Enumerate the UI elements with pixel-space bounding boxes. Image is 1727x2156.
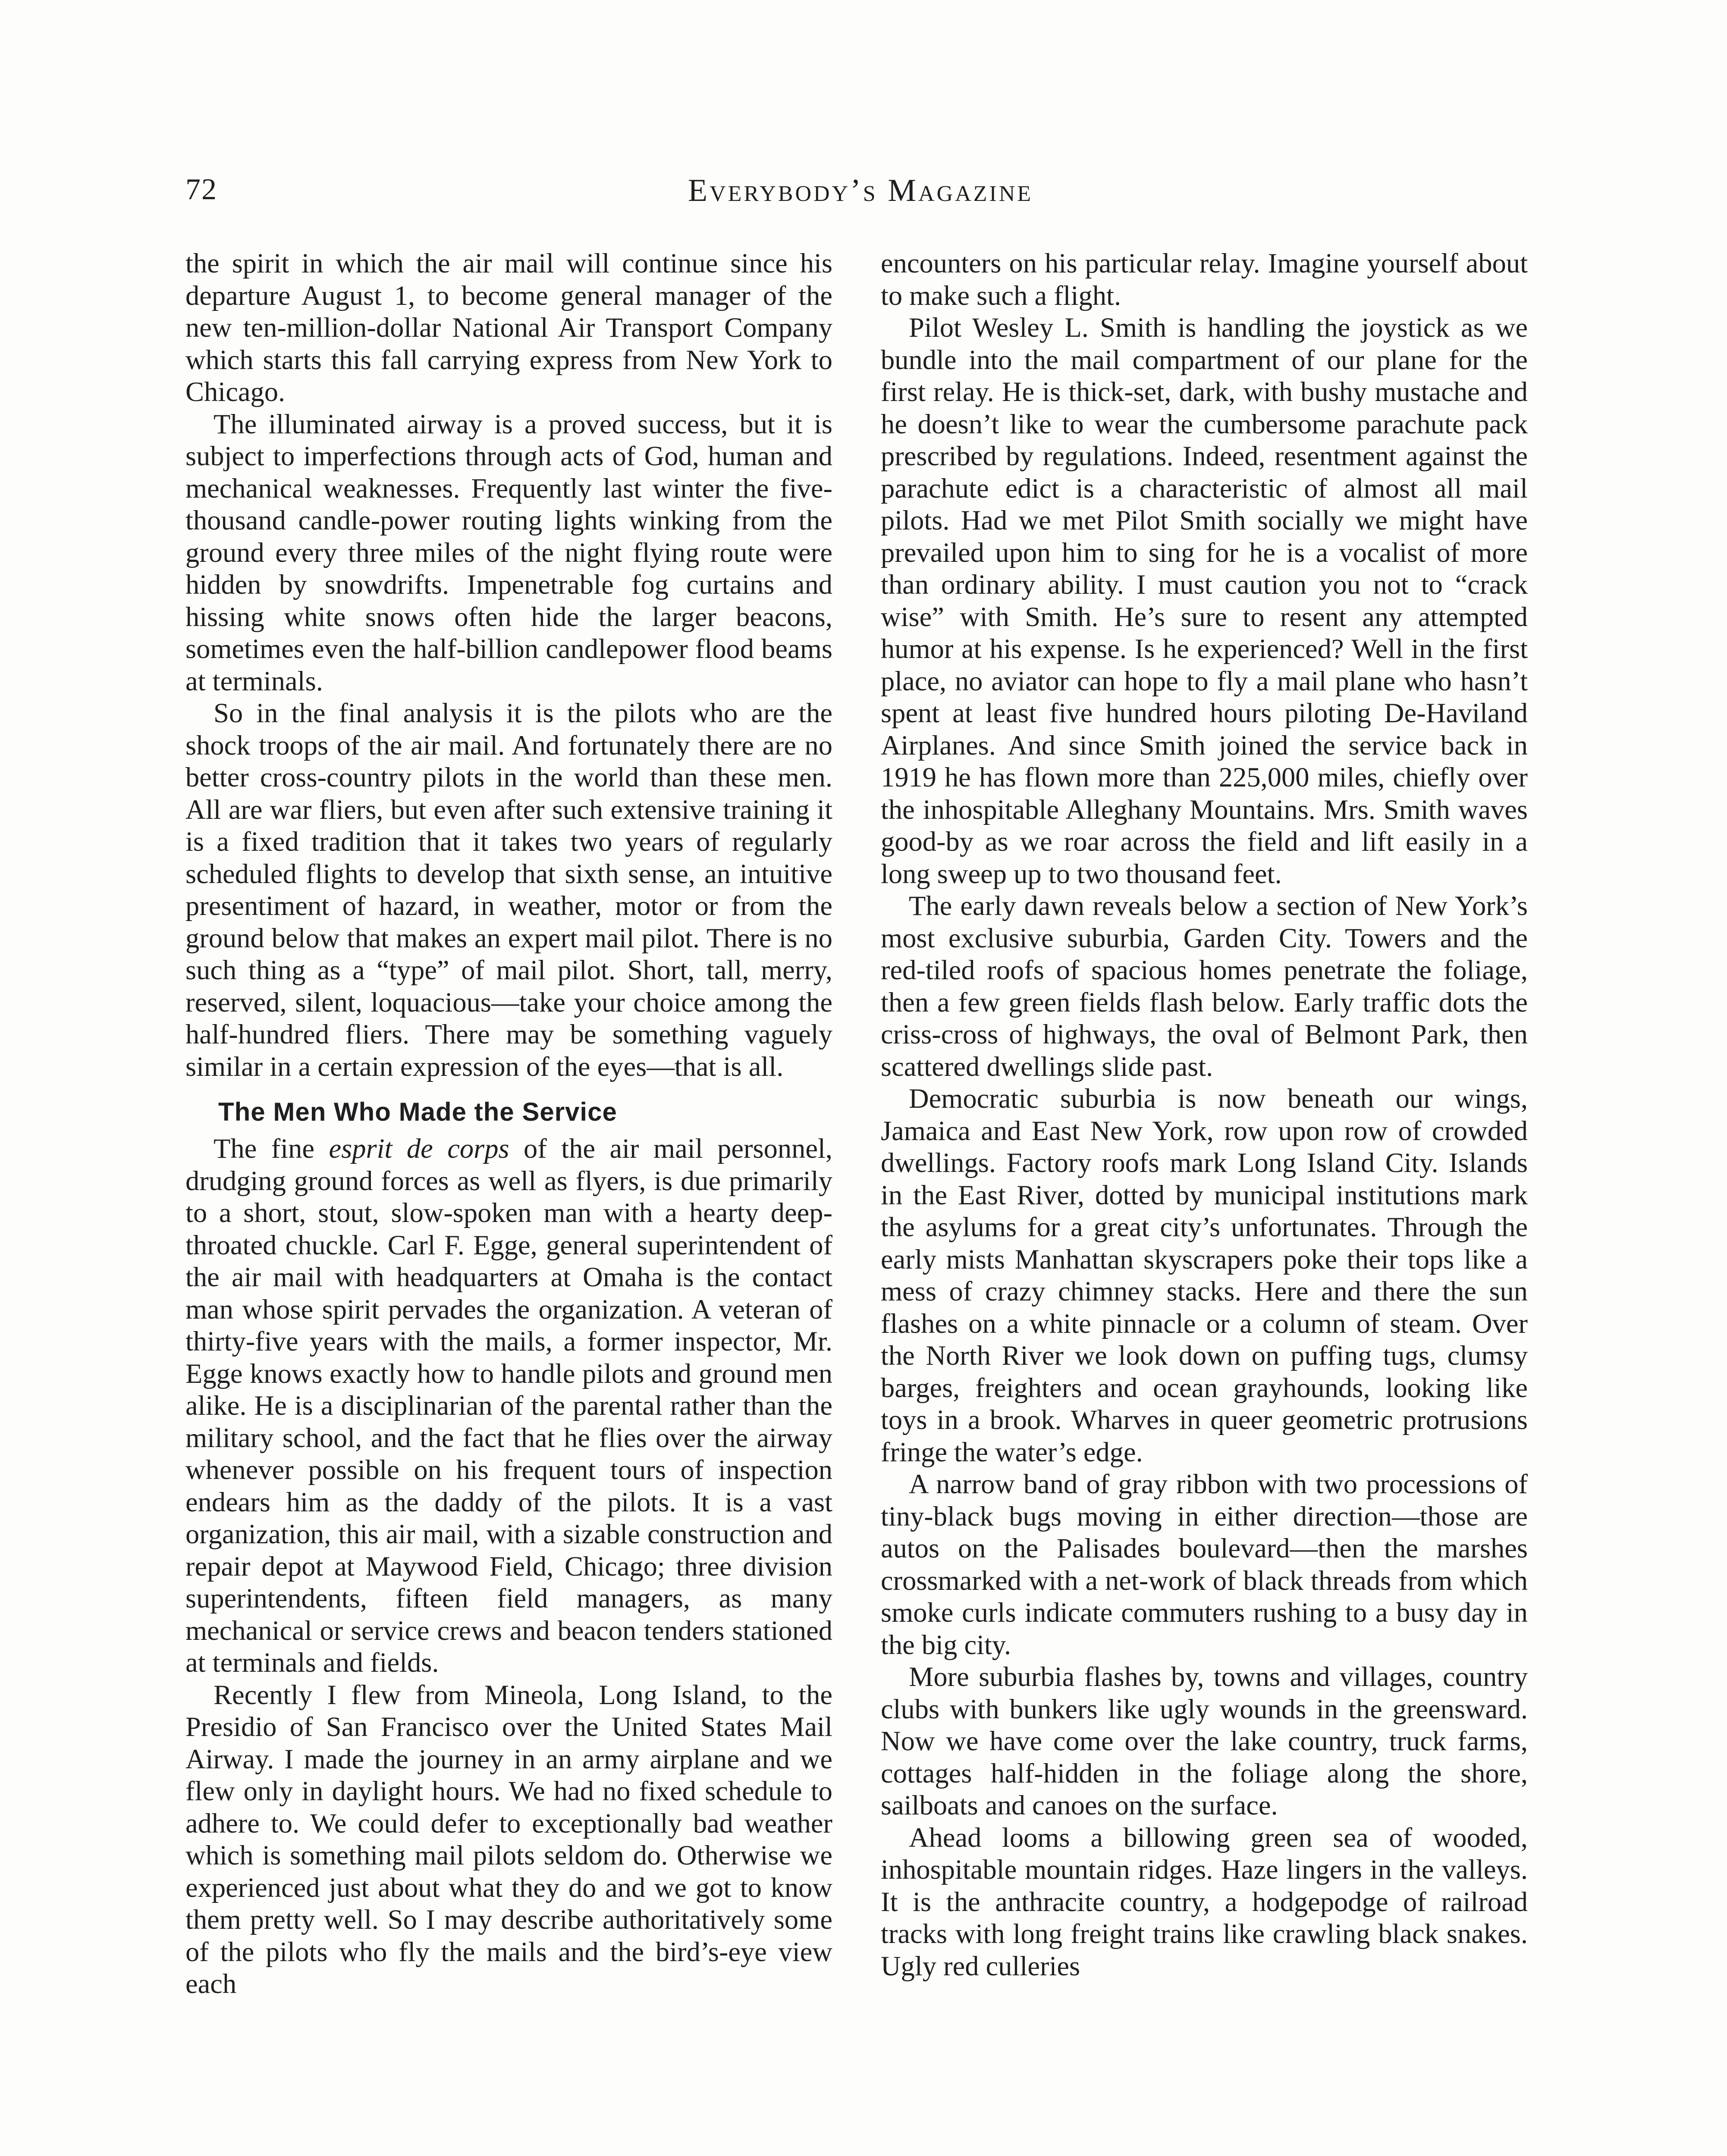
paragraph-text: of the air mail personnel, drudging ground forces as well as flyers, is due primarily to a short, stout, slow-spoken man with a hearty deep-throated chuckle. Carl F. Egge, general superintendent of the air mail with headquarters at Omaha is the contact man whose spirit pervades the organization. A veteran of thirty-five years with the mails, a former inspector, Mr. Egge knows exactly how to handle pilots and ground men alike. He is a disciplinarian of the parental rather than the military school, and the fact that he flies over the airway whenever possible on his frequent tours of inspection endears him as the daddy of the pilots. It is a vast organization, this air mail, with a sizable construction and repair depot at Maywood Field, Chicago; three division superintendents, fifteen field managers, as many mechanical or service crews and beacon tenders stationed at terminals and fields.: [185, 1133, 832, 1678]
paragraph: encounters on his particular relay. Imagine yourself about to make such a flight.: [881, 248, 1528, 311]
paragraph: Recently I flew from Mineola, Long Island, to the Presidio of San Francisco over the United States Mail Airway. I made the journey in an army airplane and we flew only in daylight hours. We had no fixed schedule to adhere to. We could defer to exceptionally bad weather which is something mail pilots seldom do. Otherwise we experienced just about what they do and we got to know them pretty well. So I may describe authoritatively some of the pilots who fly the mails and the bird’s-eye view each: [185, 1679, 832, 1999]
paragraph: Pilot Wesley L. Smith is handling the joystick as we bundle into the mail compartment of our plane for the first relay. He is thick-set, dark, with bushy mustache and he doesn’t like to wear the cumbersome parachute pack prescribed by regulations. Indeed, resentment against the parachute edict is a characteristic of almost all mail pilots. Had we met Pilot Smith socially we might have prevailed upon him to sing for he is a vocalist of more than ordinary ability. I must caution you not to “crack wise” with Smith. He’s sure to resent any attempted humor at his expense. Is he experienced? Well in the first place, no aviator can hope to fly a mail plane who hasn’t spent at least five hundred hours piloting De-Haviland Airplanes. And since Smith joined the service back in 1919 he has flown more than 225,000 miles, chiefly over the inhospitable Alleghany Mountains. Mrs. Smith waves good-by as we roar across the field and lift easily in a long sweep up to two thousand feet.: [881, 312, 1528, 889]
paragraph: Democratic suburbia is now beneath our wings, Jamaica and East New York, row upon row of crowded dwellings. Factory roofs mark Long Island City. Islands in the East River, dotted by municipal institutions mark the asylums for a great city’s unfortunates. Through the early mists Manhattan skyscrapers poke their tops like a mess of crazy chimney stacks. Here and there the sun flashes on a white pinnacle or a column of steam. Over the North River we look down on puffing tugs, clumsy barges, freighters and ocean grayhounds, looking like toys in a brook. Wharves in queer geometric protrusions fringe the water’s edge.: [881, 1083, 1528, 1467]
section-heading: The Men Who Made the Service: [218, 1097, 617, 1126]
left-column: [185, 248, 832, 2000]
paragraph: The illuminated airway is a proved success, but it is subject to imperfections through acts of God, human and mechanical weaknesses. Frequently last winter the five-thousand candle-power routing lights winking from the ground every three miles of the night flying route were hidden by snowdrifts. Impenetrable fog curtains and hissing white snows often hide the larger beacons, sometimes even the half-billion candlepower flood beams at terminals.: [185, 408, 832, 696]
page-number: 72: [185, 173, 217, 206]
paragraph: the spirit in which the air mail will continue since his departure August 1, to become general manager of the new ten-million-dollar National Air Transport Company which starts this fall carrying express from New York to Chicago.: [185, 248, 832, 407]
paragraph: So in the final analysis it is the pilots who are the shock troops of the air mail. And fortunately there are no better cross-country pilots in the world than these men. All are war fliers, but even after such extensive training it is a fixed tradition that it takes two years of regularly scheduled flights to develop that sixth sense, an intuitive presentiment of hazard, in weather, motor or from the ground below that makes an expert mail pilot. There is no such thing as a “type” of mail pilot. Short, tall, merry, reserved, silent, loquacious—take your choice among the half-hundred fliers. There may be something vaguely similar in a certain expression of the eyes—that is all.: [185, 698, 832, 1082]
right-column: [881, 248, 1528, 1982]
paragraph: A narrow band of gray ribbon with two processions of tiny-black bugs moving in either direction—those are autos on the Palisades boulevard—then the marshes crossmarked with a net-work of black threads from which smoke curls indicate commuters rushing to a busy day in the big city.: [881, 1469, 1528, 1660]
paragraph: More suburbia flashes by, towns and villages, country clubs with bunkers like ugly wounds in the greensward. Now we have come over the lake country, truck farms, cottages half-hidden in the foliage along the shore, sailboats and canoes on the surface.: [881, 1661, 1528, 1821]
running-title: Everybody’s Magazine: [688, 173, 1033, 208]
running-header: [185, 172, 1535, 216]
paragraph: Ahead looms a billowing green sea of wooded, inhospitable mountain ridges. Haze lingers in the valleys. It is the anthracite country, a hodgepodge of railroad tracks with long freight trains like crawling black snakes. Ugly red culleries: [881, 1822, 1528, 1981]
paragraph: The early dawn reveals below a section of New York’s most exclusive suburbia, Garden City. Towers and the red-tiled roofs of spacious homes penetrate the foliage, then a few green fields flash below. Early traffic dots the criss-cross of highways, the oval of Belmont Park, then scattered dwellings slide past.: [881, 890, 1528, 1082]
paragraph: [185, 1133, 832, 1679]
italic-phrase: esprit de corps: [329, 1133, 509, 1164]
paragraph-text: The fine: [214, 1133, 329, 1164]
